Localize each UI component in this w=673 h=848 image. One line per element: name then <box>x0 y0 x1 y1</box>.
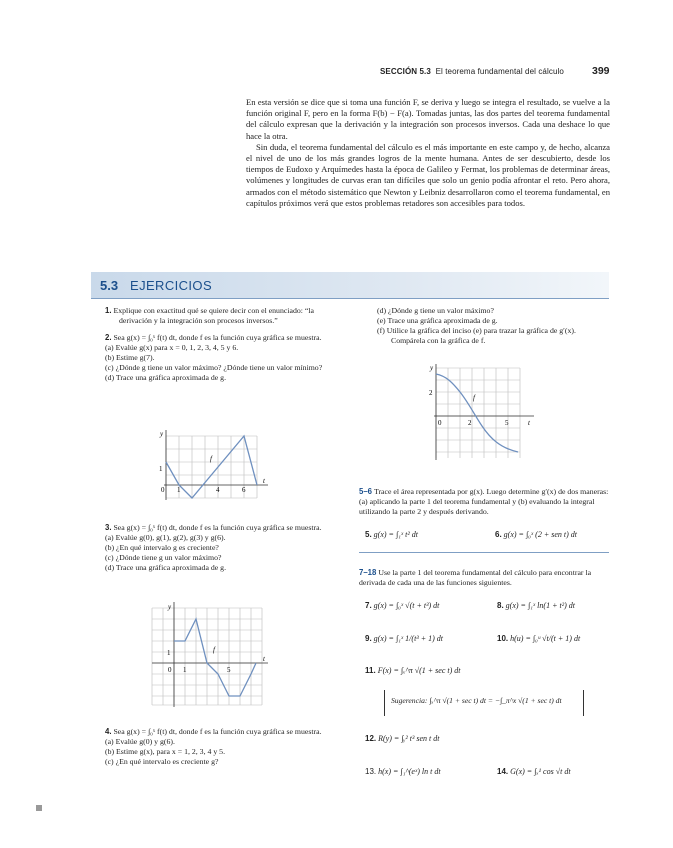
ex13-number: 13. <box>365 767 377 776</box>
ex4-grid <box>436 368 520 458</box>
header-section: SECCIÓN 5.3 <box>380 67 431 76</box>
ex3-item-c: (c) ¿Dónde tiene g un valor máximo? <box>105 553 222 562</box>
ex14-expr: G(x) = ∫ₓ¹ cos √t dt <box>510 767 571 776</box>
ex9-expr: g(x) = ∫₁ˣ 1/(t³ + 1) dt <box>373 634 443 643</box>
ex4-item-a: (a) Evalúe g(0) y g(6). <box>105 737 175 746</box>
ex6-expr: g(x) = ∫₀ˣ (2 + sen t) dt <box>503 530 578 539</box>
ex11-hint <box>384 690 584 716</box>
ex10-expr: h(u) = ∫₀ᵘ √t/(t + 1) dt <box>510 634 581 643</box>
ex4-item-c: (c) ¿En qué intervalo es creciente g? <box>105 757 219 766</box>
ex7-18-range: 7–18 <box>359 568 377 577</box>
ex11 <box>365 666 605 676</box>
ex7-number: 7. <box>365 601 372 610</box>
ex3-text: Sea g(x) = ∫₀ˣ f(t) dt, donde f es la función cuya gráfica se muestra. <box>113 523 322 532</box>
ex12-number: 12. <box>365 734 377 743</box>
exercises-5-6 <box>359 487 609 517</box>
ex5-number: 5. <box>365 530 372 539</box>
ex6 <box>495 530 610 540</box>
exercise-divider <box>359 552 609 553</box>
ex13 <box>365 767 490 777</box>
ex6-number: 6. <box>495 530 502 539</box>
ex4-item-b: (b) Estime g(x), para x = 1, 2, 3, 4 y 5. <box>105 747 226 756</box>
ex2-tick-4: 4 <box>216 486 220 494</box>
ex5-expr: g(x) = ∫₁ˣ t² dt <box>373 530 419 539</box>
ex3-item-b: (b) ¿En qué intervalo g es creciente? <box>105 543 219 552</box>
ex4-item-e: (e) Trace una gráfica aproximada de g. <box>377 316 498 325</box>
ex2-label-y: y <box>160 430 164 438</box>
ex7-expr: g(x) = ∫₀ˣ √(t + t³) dt <box>373 601 440 610</box>
ex2-label-t: t <box>263 477 265 485</box>
ex7-18-instructions: Use la parte 1 del teorema fundamental del cálculo para encontrar la derivada de cada una de las funciones siguientes. <box>359 568 592 587</box>
section-title: EJERCICIOS <box>130 278 213 293</box>
ex5-6-instructions: Trace el área representada por g(x). Luego determine g′(x) de dos maneras: (a) aplicando la parte 1 del teorema fundamental y (b) evaluando la integral utilizando la parte 2 y después derivando. <box>359 487 609 516</box>
ex3-label-f: f <box>213 646 215 654</box>
exercise-3 <box>91 523 336 573</box>
ex4-item-f: (f) Utilice la gráfica del inciso (e) para trazar la gráfica de g′(x). Compárela con la gráfica de f. <box>377 326 576 345</box>
ex8-number: 8. <box>497 601 504 610</box>
ex3-tick-y1: 1 <box>167 649 171 657</box>
section-number: 5.3 <box>100 278 119 293</box>
ex12 <box>365 734 605 744</box>
ex4-tick-y2: 2 <box>429 389 433 397</box>
ex2-item-a: (a) Evalúe g(x) para x = 0, 1, 2, 3, 4, 5 y 6. <box>105 343 239 352</box>
header-title: El teorema fundamental del cálculo <box>435 67 564 76</box>
ex4-label-t: t <box>528 419 530 427</box>
ex1-text: Explique con exactitud qué se quiere decir con el enunciado: “la derivación y la integración son procesos inversos.” <box>113 306 314 325</box>
ex13-expr: h(x) = ∫₁^(eˣ) ln t dt <box>378 767 441 776</box>
intro-text <box>246 97 610 209</box>
ex3-item-a: (a) Evalúe g(0), g(1), g(2), g(3) y g(6). <box>105 533 226 542</box>
ex3-tick-0: 0 <box>168 666 172 674</box>
page-corner-marker <box>36 805 42 811</box>
ex11-hint-expr: ∫ₓ^π √(1 + sec t) dt = −∫_π^x √(1 + sec t) dt <box>429 696 562 705</box>
ex4-graph <box>416 362 546 462</box>
ex4-text: Sea g(x) = ∫₀ˣ f(t) dt, donde f es la función cuya gráfica se muestra. <box>113 727 322 736</box>
ex2-tick-1: 1 <box>177 486 181 494</box>
ex3-tick-5: 5 <box>227 666 231 674</box>
ex2-item-d: (d) Trace una gráfica aproximada de g. <box>105 373 227 382</box>
ex1-number: 1. <box>105 306 112 315</box>
ex14 <box>497 767 612 777</box>
ex10-number: 10. <box>497 634 509 643</box>
ex3-item-d: (d) Trace una gráfica aproximada de g. <box>105 563 227 572</box>
ex2-text: Sea g(x) = ∫₀ˣ f(t) dt, donde f es la función cuya gráfica se muestra. <box>113 333 322 342</box>
ex3-tick-1: 1 <box>183 666 187 674</box>
exercise-1 <box>91 306 336 326</box>
ex3-graph <box>146 600 276 710</box>
ex3-number: 3. <box>105 523 112 532</box>
ex4-tick-5: 5 <box>505 419 509 427</box>
ex4-item-d: (d) ¿Dónde g tiene un valor máximo? <box>377 306 494 315</box>
ex4-label-f: f <box>473 394 475 402</box>
ex8-expr: g(x) = ∫₁ˣ ln(1 + t²) dt <box>505 601 575 610</box>
running-header <box>380 67 564 76</box>
ex10 <box>497 634 612 644</box>
intro-paragraph-1: En esta versión se dice que si toma una función F, se deriva y luego se integra el resultado, se vuelve a la función original F, pero en la forma F(b) − F(a). Tomadas juntas, las dos partes del teorema fundamental del cálculo expresan que la derivación y la integración son procesos inversos. Cada una deshace lo que hace la otra. <box>246 97 610 141</box>
exercise-4-continued <box>363 306 608 346</box>
ex2-item-c: (c) ¿Dónde g tiene un valor máximo? ¿Dónde tiene un valor mínimo? <box>105 363 323 372</box>
ex8 <box>497 601 612 611</box>
ex7 <box>365 601 490 611</box>
ex3-label-t: t <box>263 655 265 663</box>
ex2-item-b: (b) Estime g(7). <box>105 353 155 362</box>
ex2-tick-6: 6 <box>242 486 246 494</box>
ex11-expr: F(x) = ∫ₓ^π √(1 + sec t) dt <box>377 666 461 675</box>
ex11-number: 11. <box>365 666 376 675</box>
ex3-label-y: y <box>168 603 172 611</box>
page-number: 399 <box>592 65 610 77</box>
exercise-2 <box>91 333 336 383</box>
ex2-label-f: f <box>210 455 212 463</box>
ex3-curve-f <box>174 619 256 696</box>
ex4-tick-2: 2 <box>468 419 472 427</box>
ex2-tick-y1: 1 <box>159 465 163 473</box>
ex11-hint-label: Sugerencia: <box>391 696 428 705</box>
exercise-4 <box>91 727 336 767</box>
ex14-number: 14. <box>497 767 509 776</box>
ex4-label-y: y <box>430 364 434 372</box>
ex2-graph <box>146 428 276 510</box>
section-band-rule <box>91 298 609 299</box>
ex4-tick-0: 0 <box>438 419 442 427</box>
exercises-7-18 <box>359 568 609 588</box>
ex2-number: 2. <box>105 333 112 342</box>
ex5-6-range: 5–6 <box>359 487 373 496</box>
ex9-number: 9. <box>365 634 372 643</box>
ex5 <box>365 530 485 540</box>
ex12-expr: R(y) = ∫ᵧ² t³ sen t dt <box>378 734 440 743</box>
ex9 <box>365 634 490 644</box>
ex4-number: 4. <box>105 727 112 736</box>
ex2-tick-0: 0 <box>161 486 165 494</box>
intro-paragraph-2: Sin duda, el teorema fundamental del cálculo es el más importante en este campo y, de hecho, alcanza el nivel de uno de los más grandes logros de la mente humana. Antes de ser descubierto, desde los tiempos de Eudoxo y Arquímedes hasta la época de Galileo y Fermat, los problemas de determinar áreas, volúmenes y longitudes de curvas eran tan difíciles que solo un genio podía afrontar el reto. Pero ahora, armados con el método sistemático que Newton y Leibniz desarrollaron como el teorema fundamental, en capítulos próximos verá que estos problemas retadores son accesibles para todos. <box>246 141 610 208</box>
